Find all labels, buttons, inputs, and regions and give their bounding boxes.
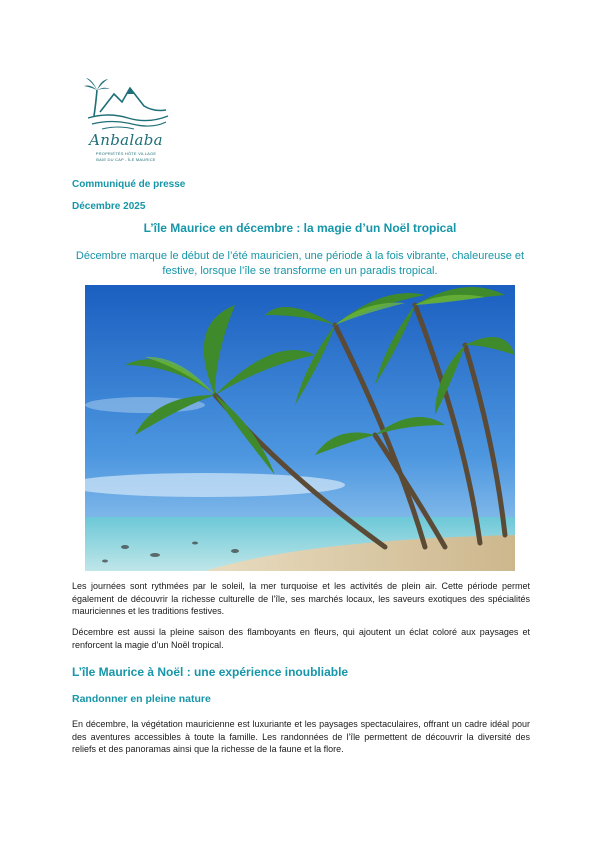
brand-tagline: PROPRIÉTÉS HÔTE VILLAGE [95, 151, 157, 156]
lead-paragraph: Décembre marque le début de l’été mauricien, une période à la fois vibrante, chaleureuse et festive, lorsque l’île se transforme en un paradis tropical. [75, 250, 525, 277]
section-heading: L’île Maurice à Noël : une expérience inoubliable [72, 665, 349, 679]
body-paragraph: Les journées sont rythmées par le soleil, la mer turquoise et les activités de plein air. Cette période permet également de découvrir la richesse culturelle de l’île, ses marchés locaux, les saveurs exotiques des spécialités mauriciennes et les traditions festives. [72, 581, 530, 616]
subsection-heading: Randonner en pleine nature [72, 693, 211, 705]
brand-name: Anbalaba [89, 131, 163, 149]
press-release-label: Communiqué de presse [72, 179, 186, 190]
release-date: Décembre 2025 [72, 201, 146, 212]
body-paragraph: En décembre, la végétation mauricienne est luxuriante et les paysages spectaculaires, offrant un cadre idéal pour des aventures accessibles à toute la famille. Les randonnées de l’île permettent de découvrir la diversité des reliefs et des panoramas ainsi que la richesse de la faune et la flore. [72, 719, 530, 754]
body-paragraph: Décembre est aussi la pleine saison des flamboyants en fleurs, qui ajoutent un éclat coloré aux paysages et renforcent la magie d’un Noël tropical. [72, 627, 530, 650]
document-title: L’île Maurice en décembre : la magie d’un Noël tropical [143, 221, 457, 235]
palm-trees-beach-photo [85, 285, 515, 571]
logo-emblem-icon [78, 72, 174, 132]
brand-location: BAIE DU CAP - ÎLE MAURICE [96, 157, 156, 162]
